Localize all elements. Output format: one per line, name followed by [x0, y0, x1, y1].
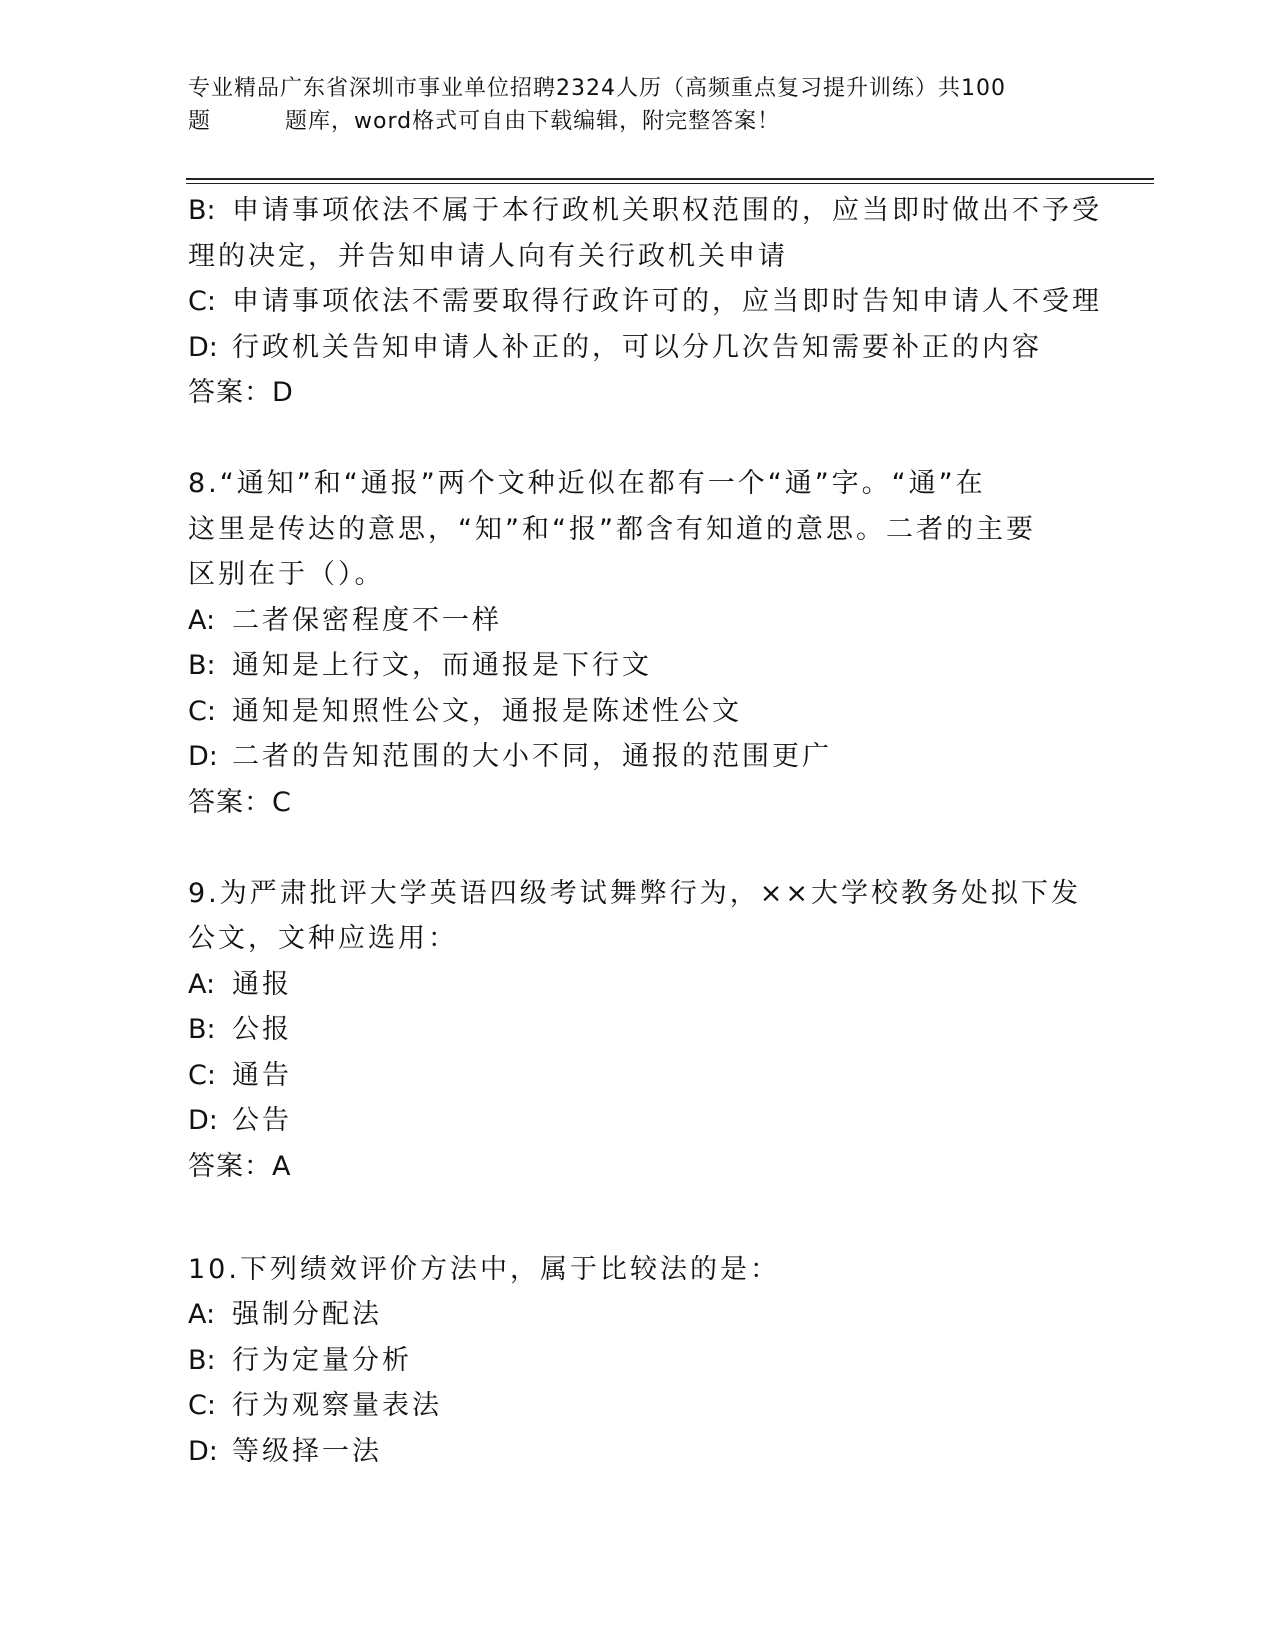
option-text: 公报: [232, 1014, 292, 1045]
header-divider-thin: [186, 183, 1154, 184]
option-label: A:: [188, 604, 216, 636]
option-text: 二者保密程度不一样: [232, 604, 502, 636]
option-label: C:: [188, 695, 216, 727]
option-label: C:: [188, 1390, 216, 1421]
header-title-line-2-end: 题库，word格式可自由下载编辑，附完整答案！: [285, 109, 781, 134]
option-line: [188, 1338, 1088, 1384]
option-text: 行为观察量表法: [232, 1390, 442, 1421]
option-label: A:: [188, 1299, 216, 1330]
header-title-line-1: 专业精品广东省深圳市事业单位招聘2324人历（高频重点复习提升训练）共100: [188, 76, 1006, 101]
question-block-9: [188, 871, 1088, 1190]
option-label: B:: [188, 1344, 216, 1376]
option-text: 申请事项依法不属于本行政机关职权范围的，应当即时做出不予受: [232, 195, 1102, 226]
question-text-line: 8.“通知”和“通报”两个文种近似在都有一个“通”字。“通”在: [188, 468, 986, 499]
header-title-line-2: [188, 105, 1068, 138]
option-text: 通知是知照性公文，通报是陈述性公文: [232, 695, 742, 727]
question-text-line: 公文，文种应选用：: [188, 923, 458, 954]
option-label: A:: [188, 968, 216, 1000]
question-text-line: 这里是传达的意思，“知”和“报”都含有知道的意思。二者的主要: [188, 513, 1036, 545]
option-text: 申请事项依法不需要取得行政许可的，应当即时告知申请人不受理: [232, 286, 1102, 317]
option-line: [188, 1007, 1088, 1053]
option-line: [188, 279, 1102, 325]
option-label: D:: [188, 331, 218, 363]
question-text-line: 区别在于（）。: [188, 559, 385, 590]
option-label: B:: [188, 650, 216, 681]
option-text: 通告: [232, 1059, 292, 1091]
option-text: 通报: [232, 968, 292, 1000]
option-label: D:: [188, 1105, 218, 1136]
option-text: 公告: [232, 1105, 292, 1136]
answer-line: 答案：D: [188, 377, 294, 408]
option-label: D:: [188, 1435, 218, 1467]
option-line: [188, 962, 1088, 1008]
page-header: [188, 72, 1068, 138]
option-text: 等级择一法: [232, 1435, 382, 1467]
option-line: [188, 188, 1102, 234]
option-text: 行为定量分析: [232, 1344, 412, 1376]
option-line: [188, 325, 1088, 371]
option-label: C:: [188, 286, 216, 317]
answer-line: 答案：A: [188, 1150, 292, 1182]
question-block-10: [188, 1247, 1088, 1475]
option-text: 二者的告知范围的大小不同，通报的范围更广: [232, 741, 832, 772]
option-line: [188, 1053, 1088, 1099]
option-line: [188, 1429, 1088, 1475]
option-text: 行政机关告知申请人补正的，可以分几次告知需要补正的内容: [232, 331, 1042, 363]
option-line: [188, 689, 1088, 735]
option-text: 通知是上行文，而通报是下行文: [232, 650, 652, 681]
header-divider-thick: [186, 178, 1154, 180]
option-label: B:: [188, 195, 216, 226]
option-line: [188, 234, 1088, 280]
option-line: [188, 1383, 1088, 1429]
option-text: 强制分配法: [232, 1299, 382, 1330]
option-label: C:: [188, 1059, 216, 1091]
option-line: [188, 734, 1088, 780]
question-text-line: 9.为严肃批评大学英语四级考试舞弊行为，××大学校教务处拟下发: [188, 877, 1082, 909]
question-text-line: 10.下列绩效评价方法中，属于比较法的是：: [188, 1253, 780, 1285]
option-label: B:: [188, 1014, 216, 1045]
question-list: [188, 188, 1102, 1474]
option-label: D:: [188, 741, 218, 772]
header-title-line-2-start: 题: [188, 109, 212, 134]
option-line: [188, 643, 1088, 689]
option-line: [188, 1292, 1088, 1338]
question-block-7: [188, 188, 1102, 416]
answer-line: 答案：C: [188, 786, 292, 818]
option-line: [188, 598, 1088, 644]
option-line: [188, 1098, 1088, 1144]
question-block-8: [188, 461, 1088, 825]
option-text: 理的决定，并告知申请人向有关行政机关申请: [188, 240, 788, 272]
